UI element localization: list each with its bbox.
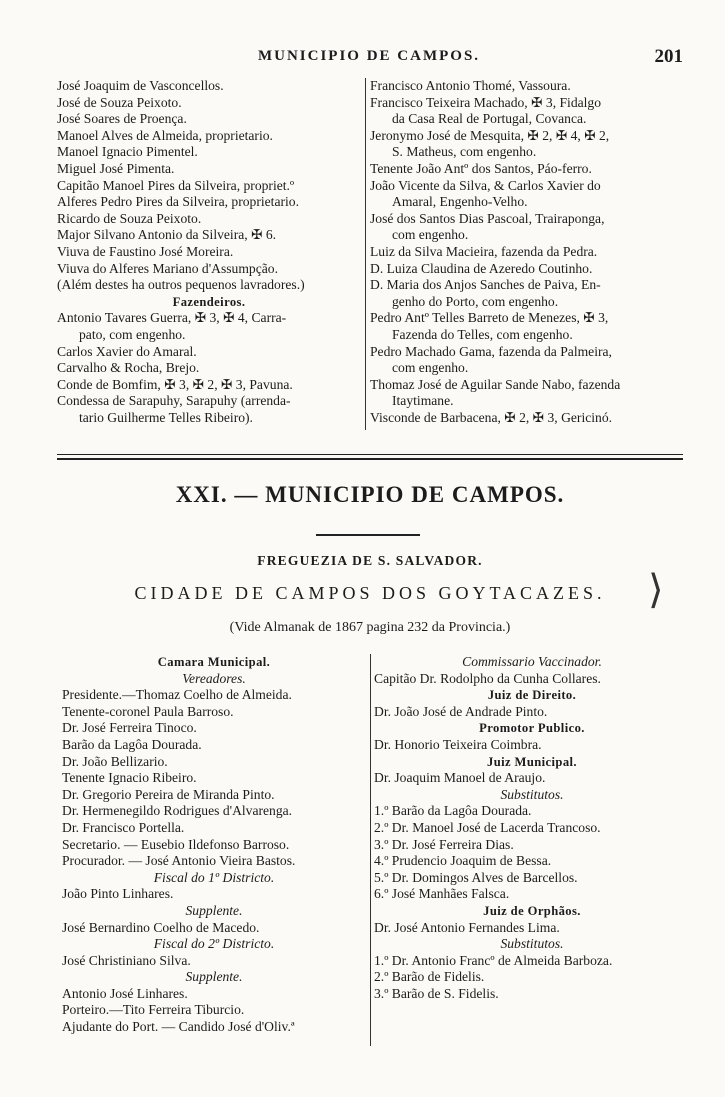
entry-line: José Bernardino Coelho de Macedo. [62, 919, 260, 935]
entry-line: Visconde de Barbacena, ✠ 2, ✠ 3, Gericinó. [370, 409, 613, 425]
almanac-reference: (Vide Almanak de 1867 pagina 232 da Provincia.) [229, 620, 511, 635]
entry-line: Condessa de Sarapuhy, Sarapuhy (arrenda- [57, 393, 291, 409]
entry-line: S. Matheus, com engenho. [392, 144, 537, 160]
entry-line: Tenente João Antº dos Santos, Páo-ferro. [370, 160, 592, 176]
entry-line: João Vicente da Silva, & Carlos Xavier do [370, 177, 601, 193]
entry-line: D. Maria dos Anjos Sanches de Paiva, En- [370, 277, 601, 293]
subheading: Commissario Vaccinador. [462, 654, 602, 669]
entry-line: Miguel José Pimenta. [57, 160, 175, 176]
entry-line: Luiz da Silva Macieira, fazenda da Pedra. [370, 243, 598, 259]
entry-line: genho do Porto, com engenho. [392, 293, 559, 309]
entry-line: 3.º Barão de S. Fidelis. [374, 985, 499, 1001]
chapter-underline [316, 534, 420, 536]
entry-line: pato, com engenho. [79, 326, 186, 342]
city-heading: CIDADE DE CAMPOS DOS GOYTACAZES. [134, 583, 606, 603]
entry-line: Dr. João Bellizario. [62, 753, 168, 769]
entry-line: Alferes Pedro Pires da Silveira, proprietario. [57, 194, 299, 210]
section-heading: Promotor Publico. [479, 721, 585, 736]
subheading: Vereadores. [182, 670, 246, 686]
entry-line: da Casa Real de Portugal, Covanca. [392, 111, 587, 127]
entry-line: Dr. João José de Andrade Pinto. [374, 703, 548, 719]
entry-line: Carvalho & Rocha, Brejo. [57, 360, 200, 376]
entry-line: Thomaz José de Aguilar Sande Nabo, fazenda [370, 376, 621, 392]
entry-line: D. Luiza Claudina de Azeredo Coutinho. [370, 260, 593, 276]
entry-line: Tenente-coronel Paula Barroso. [62, 703, 234, 719]
entry-line: Porteiro.—Tito Ferreira Tiburcio. [62, 1002, 245, 1018]
top-column-divider [365, 78, 366, 430]
page-number: 201 [654, 46, 683, 67]
entry-line: Secretario. — Eusebio Ildefonso Barroso. [62, 836, 290, 852]
section-heading: Juiz de Orphãos. [483, 903, 581, 918]
section-heading: Juiz de Direito. [487, 688, 577, 703]
entry-line: Carlos Xavier do Amaral. [57, 343, 197, 359]
entry-line: 5.º Dr. Domingos Alves de Barcellos. [374, 869, 578, 885]
entry-line: com engenho. [392, 227, 469, 243]
entry-line: Barão da Lagôa Dourada. [62, 736, 202, 752]
entry-line: Viuva do Alferes Mariano d'Assumpção. [57, 260, 278, 276]
entry-line: Fazenda do Telles, com engenho. [392, 326, 573, 342]
entry-line: Manoel Alves de Almeida, proprietario. [57, 127, 273, 143]
entry-line: José Soares de Proença. [57, 111, 187, 127]
entry-line: 1.º Barão da Lagôa Dourada. [374, 803, 532, 819]
section-rule-top [57, 454, 683, 455]
section-heading: Camara Municipal. [157, 655, 271, 669]
subheading: Substitutos. [500, 936, 564, 952]
section-heading: Fazendeiros. [172, 294, 246, 309]
entry-line: (Além destes ha outros pequenos lavradores.) [57, 277, 305, 293]
bottom-column-divider [370, 654, 371, 1046]
bottom-right-column [374, 654, 690, 1002]
entry-line: Francisco Antonio Thomé, Vassoura. [370, 78, 571, 93]
bottom-left-column [62, 654, 366, 1036]
entry-line: Conde de Bomfim, ✠ 3, ✠ 2, ✠ 3, Pavuna. [57, 376, 293, 392]
entry-line: Capitão Dr. Rodolpho da Cunha Collares. [374, 670, 601, 686]
entry-line: José de Souza Peixoto. [57, 94, 182, 110]
entry-line: tario Guilherme Telles Ribeiro). [79, 409, 253, 425]
entry-line: José Joaquim de Vasconcellos. [57, 78, 224, 93]
entry-line: 4.º Prudencio Joaquim de Bessa. [374, 853, 552, 869]
entry-line: Francisco Teixeira Machado, ✠ 3, Fidalgo [370, 94, 602, 110]
subheading: Supplente. [185, 902, 243, 918]
entry-line: Antonio José Linhares. [62, 985, 188, 1001]
entry-line: 6.º José Manhães Falsca. [374, 886, 510, 902]
entry-line: Dr. José Ferreira Tinoco. [62, 720, 197, 736]
entry-line: Ricardo de Souza Peixoto. [57, 210, 202, 226]
running-head [55, 48, 683, 70]
entry-line: 2.º Barão de Fidelis. [374, 969, 485, 985]
entry-line: Itaytimane. [392, 393, 454, 409]
entry-line: Pedro Machado Gama, fazenda da Palmeira, [370, 343, 612, 359]
top-left-column [57, 78, 361, 426]
entry-line: com engenho. [392, 360, 469, 376]
subheading: Supplente. [185, 969, 243, 985]
entry-line: Viuva de Faustino José Moreira. [57, 243, 234, 259]
entry-line: 2.º Dr. Manoel José de Lacerda Trancoso. [374, 819, 601, 835]
margin-bracket: ⟩ [648, 567, 664, 612]
entry-line: Jeronymo José de Mesquita, ✠ 2, ✠ 4, ✠ 2, [370, 127, 610, 143]
entry-line: José dos Santos Dias Pascoal, Trairaponga, [370, 210, 605, 226]
entry-line: Capitão Manoel Pires da Silveira, propriet.º [57, 177, 295, 193]
subheading: Fiscal do 1º Districto. [153, 869, 275, 885]
entry-line: Dr. Francisco Portella. [62, 819, 185, 835]
parish-heading: FREGUEZIA DE S. SALVADOR. [257, 553, 483, 568]
entry-line: 3.º Dr. José Ferreira Dias. [374, 836, 514, 852]
subheading: Substitutos. [500, 786, 564, 802]
running-title: MUNICIPIO DE CAMPOS. [257, 48, 481, 64]
entry-line: Dr. José Antonio Fernandes Lima. [374, 919, 560, 935]
subheading: Fiscal do 2º Districto. [153, 936, 275, 952]
entry-line: Major Silvano Antonio da Silveira, ✠ 6. [57, 227, 277, 243]
entry-line: Pedro Antº Telles Barreto de Menezes, ✠ 3, [370, 310, 609, 326]
entry-line: Presidente.—Thomaz Coelho de Almeida. [62, 687, 292, 703]
entry-line: Amaral, Engenho-Velho. [392, 194, 528, 210]
chapter-title: XXI. — MUNICIPIO DE CAMPOS. [175, 482, 565, 507]
entry-line: Dr. Joaquim Manoel de Araujo. [374, 770, 546, 786]
section-rule-bottom [57, 458, 683, 460]
entry-line: Manoel Ignacio Pimentel. [57, 144, 198, 160]
entry-line: José Christiniano Silva. [62, 952, 191, 968]
entry-line: Antonio Tavares Guerra, ✠ 3, ✠ 4, Carra- [57, 310, 287, 326]
entry-line: João Pinto Linhares. [62, 886, 174, 902]
entry-line: Ajudante do Port. — Candido José d'Oliv.ª [62, 1019, 295, 1035]
section-heading: Juiz Municipal. [487, 754, 577, 769]
top-right-column [370, 78, 686, 426]
entry-line: Dr. Hermenegildo Rodrigues d'Alvarenga. [62, 803, 293, 819]
entry-line: 1.º Dr. Antonio Francº de Almeida Barboza. [374, 952, 613, 968]
entry-line: Tenente Ignacio Ribeiro. [62, 770, 197, 786]
entry-line: Dr. Honorio Teixeira Coimbra. [374, 736, 542, 752]
entry-line: Dr. Gregorio Pereira de Miranda Pinto. [62, 786, 275, 802]
entry-line: Procurador. — José Antonio Vieira Bastos. [62, 853, 296, 869]
